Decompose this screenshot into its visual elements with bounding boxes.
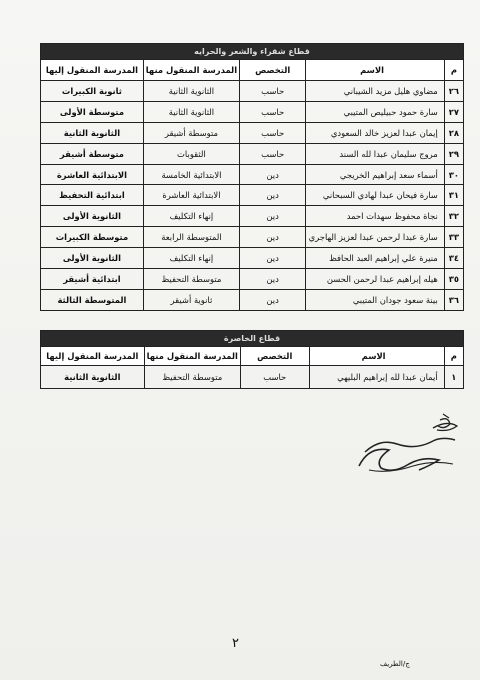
row-from-school: متوسطة التحفيظ — [143, 269, 239, 290]
header-spec: التخصص — [241, 347, 310, 366]
handwritten-signature — [345, 410, 470, 485]
row-to-school: متوسطة أشيقر — [41, 143, 144, 164]
row-name: سارة فيحان عبدا لهادي السبحاني — [306, 185, 444, 206]
table-row — [41, 289, 464, 310]
row-from-school: إنهاء التكليف — [143, 248, 239, 269]
transfer-table-1 — [40, 43, 464, 311]
row-to-school: ابتدائية أشيقر — [41, 269, 144, 290]
row-specialty: دين — [240, 289, 306, 310]
header-spec: التخصص — [240, 60, 306, 81]
row-specialty: حاسب — [240, 81, 306, 102]
table-body — [41, 366, 464, 389]
table-row — [41, 206, 464, 227]
row-specialty: دين — [240, 248, 306, 269]
row-from-school: ثانوية أشيقر — [143, 289, 239, 310]
row-specialty: حاسب — [241, 366, 310, 389]
row-number: ١ — [444, 366, 463, 389]
table-row — [41, 185, 464, 206]
table-header-row — [41, 347, 464, 366]
row-number: ٣٥ — [444, 269, 463, 290]
header-from: المدرسة المنقول منها — [143, 60, 239, 81]
row-specialty: حاسب — [240, 101, 306, 122]
row-to-school: ابتدائية التحفيظ — [41, 185, 144, 206]
table-row — [41, 366, 464, 389]
row-from-school: الابتدائية العاشرة — [143, 185, 239, 206]
row-to-school: الثانوية الثانية — [41, 122, 144, 143]
row-specialty: دين — [240, 206, 306, 227]
table-row — [41, 227, 464, 248]
row-name: مضاوي هليل مزيد الشيباني — [306, 81, 444, 102]
row-number: ٣٣ — [444, 227, 463, 248]
row-number: ٣١ — [444, 185, 463, 206]
page-number: ٢ — [232, 636, 239, 651]
header-to: المدرسة المنقول إليها — [41, 347, 145, 366]
row-to-school: الثانوية الأولى — [41, 248, 144, 269]
row-to-school: الابتدائية العاشرة — [41, 164, 144, 185]
table-row — [41, 269, 464, 290]
row-to-school: متوسطة الأولى — [41, 101, 144, 122]
row-specialty: حاسب — [240, 122, 306, 143]
row-name: نجاة محفوظ سهدات احمد — [306, 206, 444, 227]
row-specialty: دين — [240, 227, 306, 248]
row-number: ٢٩ — [444, 143, 463, 164]
row-name: بينة سعود جودان المتيبي — [306, 289, 444, 310]
sector-title: قطاع شقراء والشعر والحرايه — [41, 44, 464, 60]
header-from: المدرسة المنقول منها — [144, 347, 240, 366]
row-name: أسماء سعد إبراهيم الخريجي — [306, 164, 444, 185]
row-number: ٣٢ — [444, 206, 463, 227]
table-banner — [41, 331, 464, 347]
row-from-school: المتوسطة الرابعة — [143, 227, 239, 248]
row-name: أيمان عبدا لله إبراهيم البليهي — [309, 366, 444, 389]
table-banner — [41, 44, 464, 60]
header-name: الاسم — [309, 347, 444, 366]
table-header-row — [41, 60, 464, 81]
row-from-school: متوسطة التحفيظ — [144, 366, 240, 389]
row-number: ٣٤ — [444, 248, 463, 269]
transfer-table-2 — [40, 330, 464, 389]
row-number: ٢٧ — [444, 101, 463, 122]
row-from-school: الثانوية الثانية — [143, 81, 239, 102]
row-specialty: دين — [240, 269, 306, 290]
row-to-school: متوسطة الكبيرات — [41, 227, 144, 248]
row-number: ٢٨ — [444, 122, 463, 143]
row-name: منيرة علي إبراهيم العبد الحافظ — [306, 248, 444, 269]
row-name: مروج سليمان عبدا لله السند — [306, 143, 444, 164]
row-to-school: الثانوية الثانية — [41, 366, 145, 389]
header-to: المدرسة المنقول إليها — [41, 60, 144, 81]
sector-title: قطاع الخاصرة — [41, 331, 464, 347]
table-row — [41, 248, 464, 269]
row-from-school: الثانوية الثانية — [143, 101, 239, 122]
table-body — [41, 81, 464, 311]
row-specialty: دين — [240, 185, 306, 206]
row-from-school: إنهاء التكليف — [143, 206, 239, 227]
row-name: سارة حمود حبيليص المتيبي — [306, 101, 444, 122]
row-name: هيله إبراهيم عبدا لرحمن الحسن — [306, 269, 444, 290]
table-row — [41, 101, 464, 122]
row-to-school: المتوسطة الثالثة — [41, 289, 144, 310]
table-row — [41, 122, 464, 143]
row-to-school: الثانوية الأولى — [41, 206, 144, 227]
row-number: ٣٦ — [444, 289, 463, 310]
row-number: ٣٠ — [444, 164, 463, 185]
row-number: ٢٦ — [444, 81, 463, 102]
header-num: م — [444, 60, 463, 81]
header-name: الاسم — [306, 60, 444, 81]
row-name: سارة عبدا لرحمن عبدا لعزيز الهاجري — [306, 227, 444, 248]
header-num: م — [444, 347, 463, 366]
footer-note: ج/الطريف — [380, 660, 410, 668]
table-row — [41, 81, 464, 102]
row-specialty: دين — [240, 164, 306, 185]
table-row — [41, 164, 464, 185]
row-to-school: ثانوية الكبيرات — [41, 81, 144, 102]
row-from-school: الثقوبات — [143, 143, 239, 164]
row-from-school: الابتدائية الخامسة — [143, 164, 239, 185]
table-row — [41, 143, 464, 164]
row-name: إيمان عبدا لعزيز خالد السعودي — [306, 122, 444, 143]
row-from-school: متوسطة أشيقر — [143, 122, 239, 143]
row-specialty: حاسب — [240, 143, 306, 164]
